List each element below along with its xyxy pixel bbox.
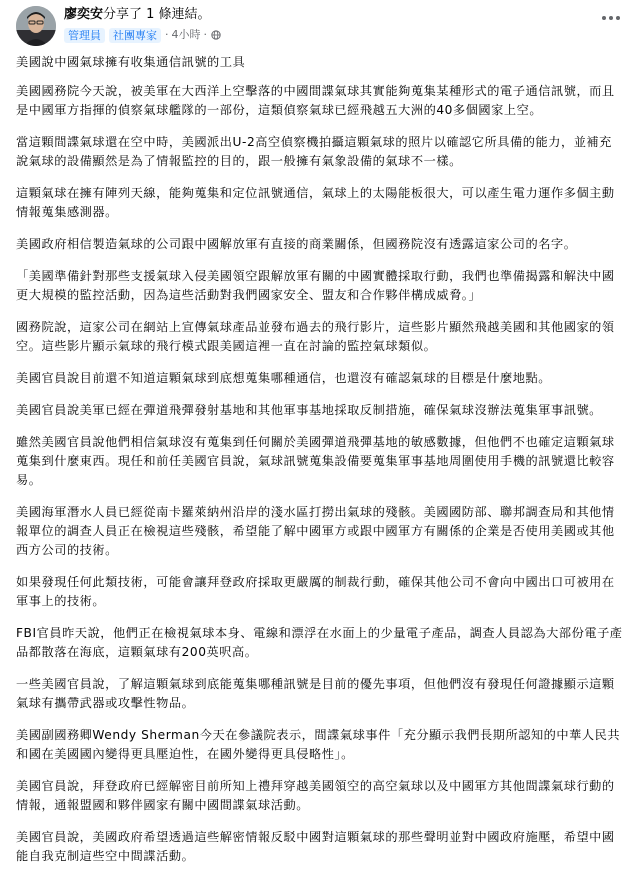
paragraph-11: 如果發現任何此類技術，可能會讓拜登政府採取更嚴厲的制裁行動，確保其他公司不會向中國出口可被用在軍事上的技術。 bbox=[16, 575, 615, 608]
paragraph-8: 美國官員說美軍已經在彈道飛彈發射基地和其他軍事基地採取反制措施，確保氣球沒辦法蒐集軍事訊號。 bbox=[16, 403, 602, 417]
author-name[interactable]: 廖奕安 bbox=[64, 7, 104, 22]
avatar-photo-icon bbox=[16, 6, 56, 46]
badge-admin[interactable]: 管理員 bbox=[64, 28, 105, 43]
meta-separator-2: · bbox=[203, 28, 207, 41]
post-meta bbox=[64, 6, 584, 43]
more-options-button[interactable] bbox=[599, 8, 623, 28]
paragraph-12: FBI官員昨天說，他們正在檢視氣球本身、電線和漂浮在水面上的少量電子產品，調查人員認為大部份電子產品都散落在海底，這顆氣球有200英呎高。 bbox=[16, 626, 623, 659]
post-body bbox=[16, 53, 623, 879]
paragraph-4: 美國政府相信製造氣球的公司跟中國解放軍有直接的商業關係，但國務院沒有透露這家公司的名字。 bbox=[16, 237, 577, 251]
paragraph-5: 「美國準備針對那些支援氣球入侵美國領空跟解放軍有關的中國實體採取行動，我們也準備揭露和解決中國更大規模的監控活動，因為這些活動對我們國家安全、盟友和合作夥伴構成威脅。」 bbox=[16, 269, 615, 302]
paragraph-16: 美國官員說，美國政府希望透過這些解密情報反駁中國對這顆氣球的那些聲明並對中國政府施壓，希望中國能自我克制這些空中間諜活動。 bbox=[16, 830, 615, 863]
meta-separator: · bbox=[165, 28, 169, 41]
paragraph-6: 國務院說，這家公司在網站上宣傳氣球產品並發布過去的飛行影片，這些影片顯然飛越美國和其他國家的領空。這些影片顯示氣球的飛行模式跟美國這裡一直在討論的監控氣球類似。 bbox=[16, 320, 615, 353]
globe-icon bbox=[211, 30, 221, 40]
paragraph-13: 一些美國官員說，了解這顆氣球到底能蒐集哪種訊號是目前的優先事項，但他們沒有發現任何證據顯示這顆氣球有攜帶武器或攻擊性物品。 bbox=[16, 677, 615, 710]
badge-group-expert[interactable]: 社團專家 bbox=[109, 28, 161, 43]
post-header bbox=[16, 6, 623, 46]
paragraph-1: 美國國務院今天說，被美軍在大西洋上空擊落的中國間諜氣球其實能夠蒐集某種形式的電子通信訊號，而且是中國軍方指揮的偵察氣球艦隊的一部份，這類偵察氣球已經飛越五大洲的40多個國家上空。 bbox=[16, 84, 615, 117]
author-avatar[interactable] bbox=[16, 6, 56, 46]
author-line bbox=[64, 6, 584, 24]
paragraph-9: 雖然美國官員說他們相信氣球沒有蒐集到任何關於美國彈道飛彈基地的敏感數據，但他們不也確定這顆氣球蒐集到什麼東西。現任和前任美國官員說，氣球訊號蒐集設備要蒐集軍事基地周圍使用手機的訊號還比較容易。 bbox=[16, 435, 615, 487]
paragraph-3: 這顆氣球在擁有陣列天線，能夠蒐集和定位訊號通信，氣球上的太陽能板很大，可以產生電力運作多個主動情報蒐集感測器。 bbox=[16, 186, 615, 219]
paragraph-10: 美國海軍潛水人員已經從南卡羅萊納州沿岸的淺水區打撈出氣球的殘骸。美國國防部、聯邦調查局和其他情報單位的調查人員正在檢視這些殘骸，希望能了解中國軍方或跟中國軍方有關係的企業是否使用美國或其他西方公司的技術。 bbox=[16, 505, 615, 557]
paragraph-2: 當這顆間諜氣球還在空中時，美國派出U-2高空偵察機拍攝這顆氣球的照片以確認它所具備的能力，並補充說氣球的設備顯然是為了情報監控的目的，跟一般擁有氣象設備的氣球不一樣。 bbox=[16, 135, 612, 168]
share-action-text: 分享了 1 條連結。 bbox=[103, 7, 211, 22]
paragraph-14: 美國副國務卿Wendy Sherman今天在參議院表示，間諜氣球事件「充分顯示我們長期所認知的中華人民共和國在美國國內變得更具壓迫性，在國外變得更具侵略性」。 bbox=[16, 728, 621, 761]
post-timestamp[interactable]: 4小時 bbox=[171, 28, 201, 41]
paragraph-15: 美國官員說，拜登政府已經解密目前所知上禮拜穿越美國領空的高空氣球以及中國軍方其他間諜氣球行動的情報，通報盟國和夥伴國家有關中國間諜氣球活動。 bbox=[16, 779, 615, 812]
post-sub-line bbox=[64, 27, 584, 43]
more-options-icon bbox=[599, 8, 623, 28]
paragraph-7: 美國官員說目前還不知道這顆氣球到底想蒐集哪種通信，也還沒有確認氣球的目標是什麼地點。 bbox=[16, 371, 551, 385]
post-title: 美國說中國氣球擁有收集通信訊號的工具 bbox=[16, 55, 246, 69]
